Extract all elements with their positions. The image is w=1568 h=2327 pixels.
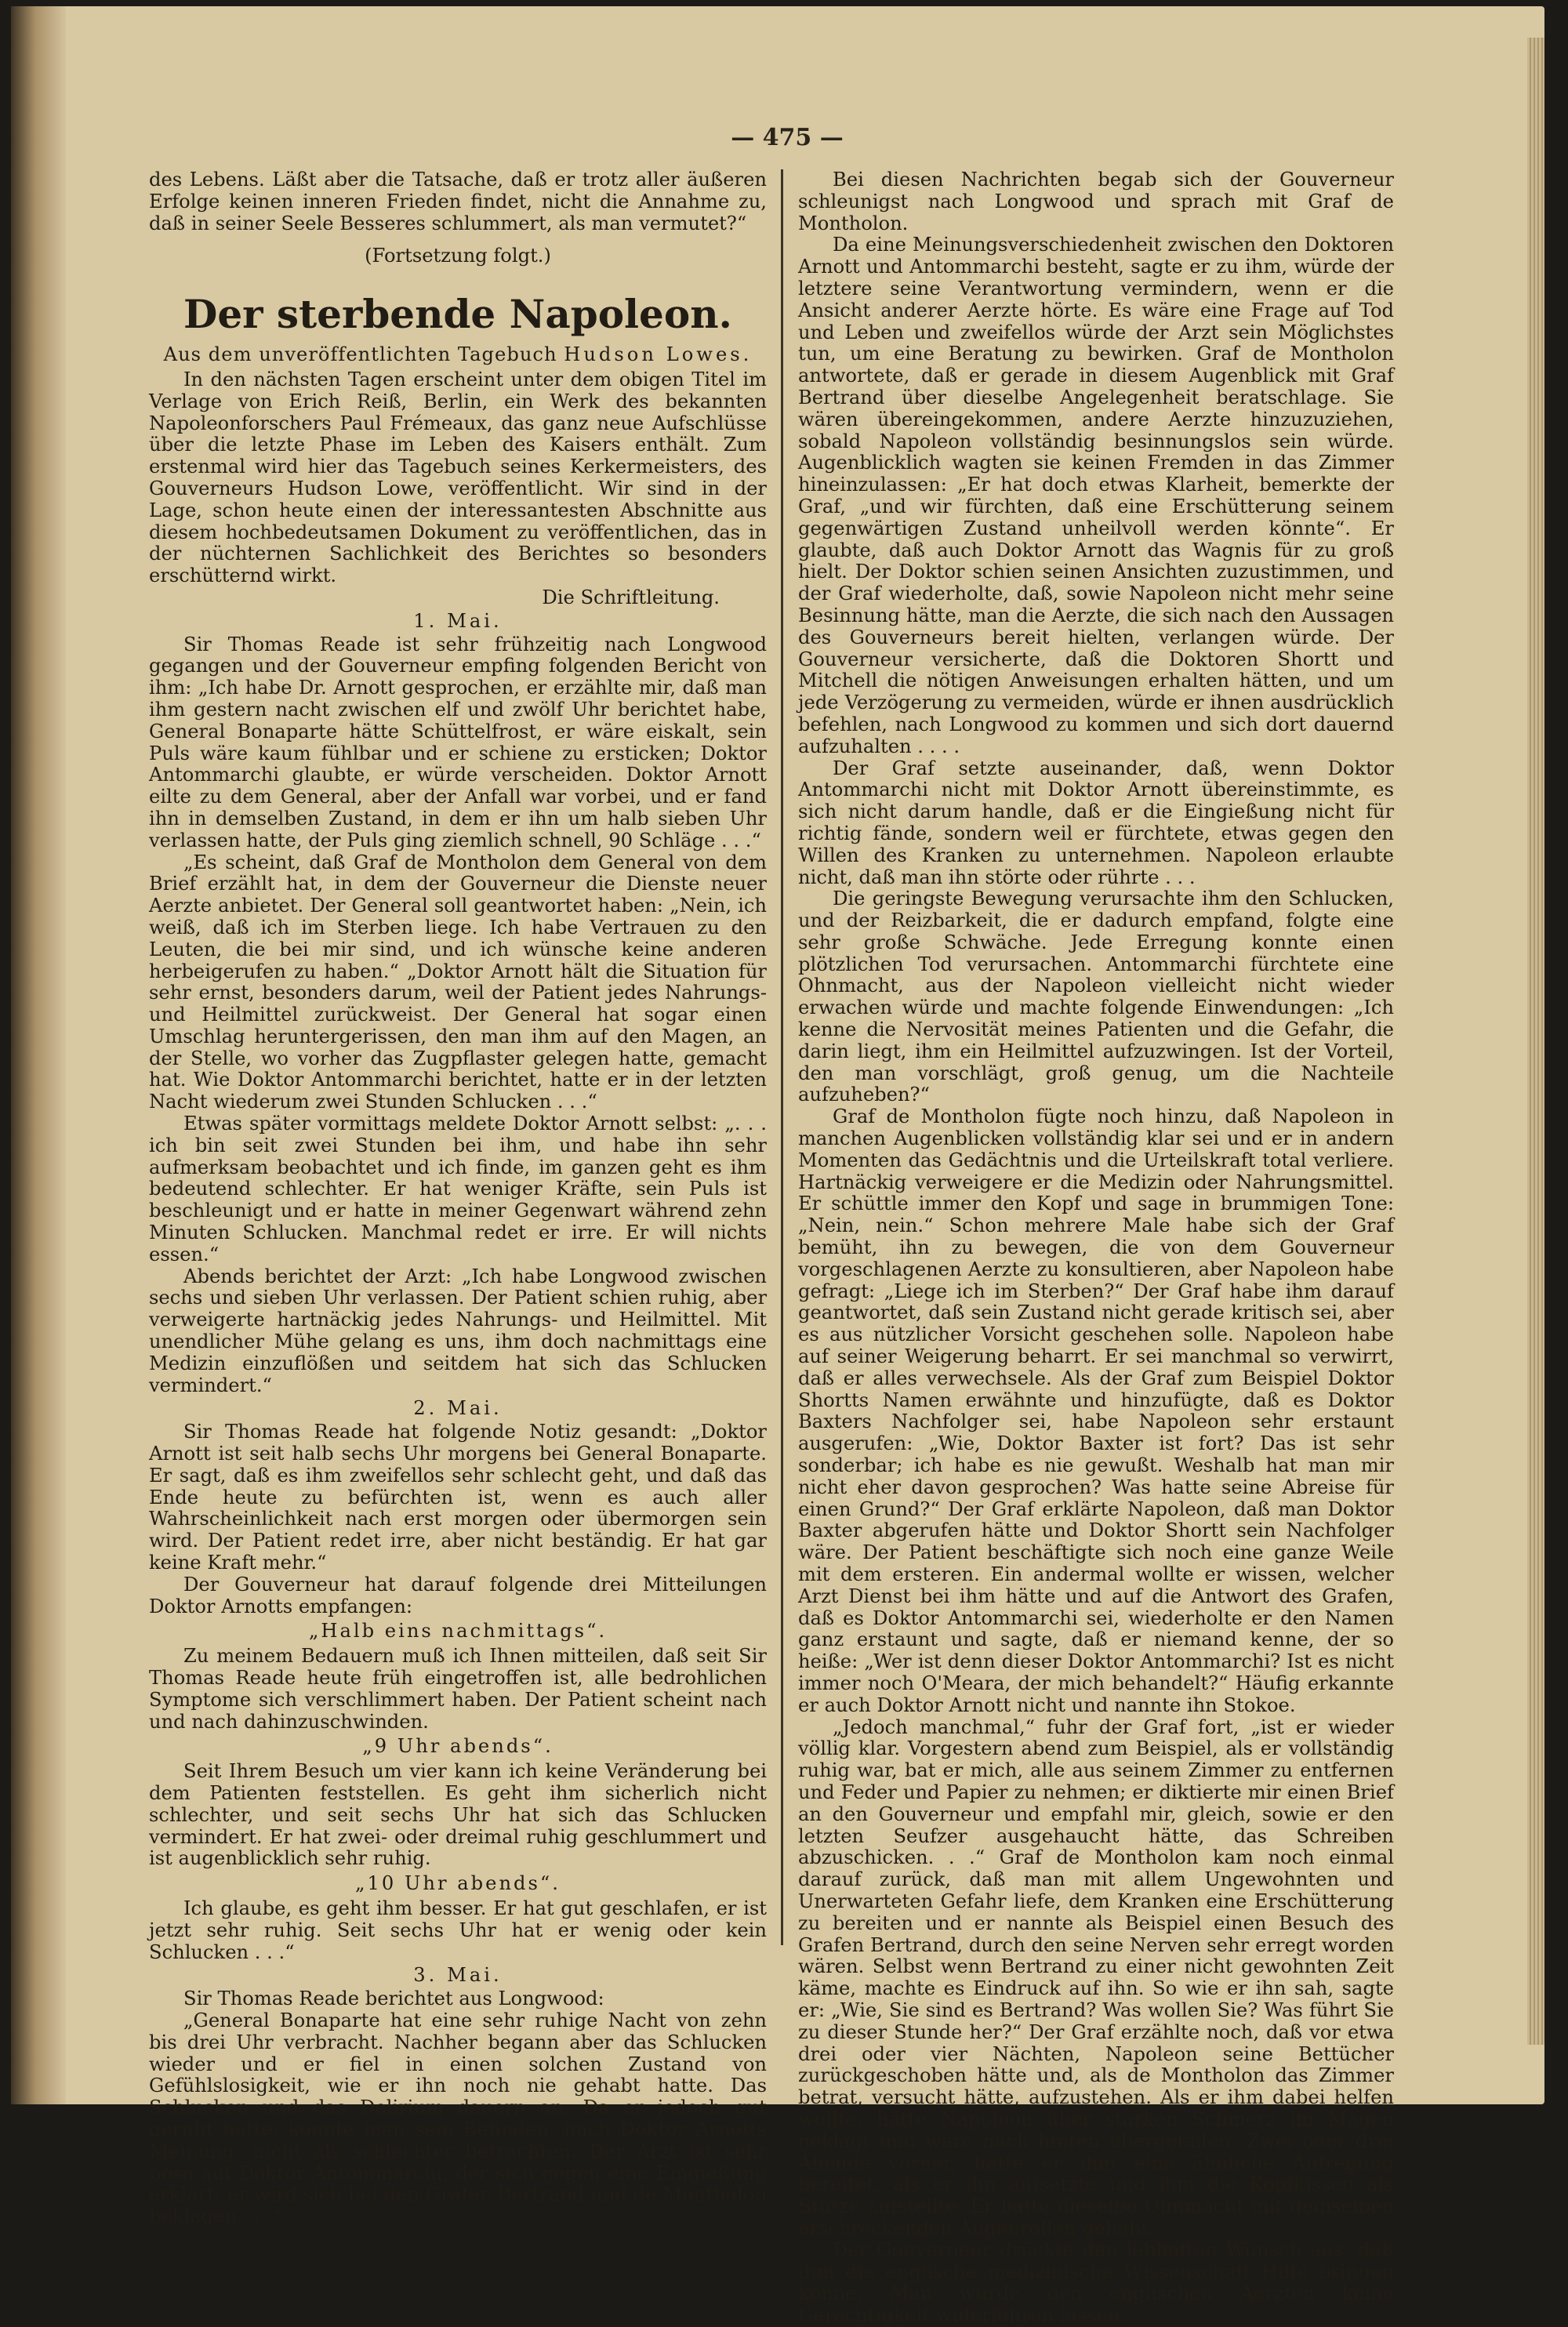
paragraph: Graf de Montholon fügte noch hinzu, daß Napoleon in manchen Augenblicken vollständig klar sei und er in andern Momenten das Gedächtnis und die Urteilskraft total verliere. Hartnäckig verweigere er die Medizin oder Nahrungsmittel. Er schüttle immer den Kopf und sage in brummigen Tone: „Nein, nein.“ Schon mehrere Male habe sich der Graf bemüht, ihn zu bewegen, die von dem Gouverneur vorgeschlagenen Aerzte zu konsultieren, aber Napoleon habe gefragt: „Liege ich im Sterben?“ Der Graf habe ihm darauf geantwortet, daß sein Zustand nicht gerade kritisch sei, aber es aus nützlicher Vorsicht geschehen solle. Napoleon habe auf seiner Weigerung beharrt. Er sei manchmal so verwirrt, daß er alles verwechsele. Als der Graf zum Beispiel Doktor Shortts Namen erwähnte und hinzufügte, daß es Doktor Baxters Nachfolger sei, habe Napoleon sehr erstaunt ausgerufen: „Wie, Doktor Baxter ist fort? Das ist sehr sonderbar; ich habe es nie gewußt. Weshalb hat man mir nicht eher davon gesprochen? Was hatte seine Abreise für einen Grund?“ Der Graf erklärte Napoleon, daß man Doktor Baxter abgerufen hätte und Doktor Shortt sein Nachfolger wäre. Der Patient beschäftigte sich noch eine ganze Weile mit dem ersteren. Ein andermal wollte er wissen, welcher Arzt Dienst bei ihm hätte und auf die Antwort des Grafen, daß es Doktor Antommarchi sei, wiederholte er den Namen ganz erstaunt und sagte, daß er niemand kenne, der so heiße: „Wer ist denn dieser Doktor Antommarchi? Ist es nicht immer noch O'Meara, der mich behandelt?“ Häufig erkannte er auch Doktor Arnott nicht und nannte ihn Stokoe. — [798, 1105, 1394, 1716]
intro-paragraph: In den nächsten Tagen erscheint unter dem obigen Titel im Verlage von Erich Reiß, Berlin, ein Werk des bekannten Napoleonforschers Paul Frémeaux, das ganz neue Aufschlüsse über die letzte Phase im Leben des Kaisers enthält. Zum erstenmal wird hier das Tagebuch seines Kerkermeisters, des Gouverneurs Hudson Lowe, veröffentlicht. Wir sind in der Lage, schon heute einen der interessantesten Abschnitte aus diesem hochbedeutsamen Dokument zu veröffentlichen, das in der nüchternen Sachlichkeit des Berichtes so besonders erschütternd wirkt. — [149, 368, 767, 587]
left-column — [149, 169, 767, 2228]
section-heading-3: 3. Mai. — [413, 1964, 503, 1987]
paragraph: „General Bonaparte hat eine sehr ruhige Nacht von zehn bis drei Uhr verbracht. Nachher begann aber das Schlucken wieder und er fiel in einen solchen Zustand von Gefühlslosigkeit, wie er ihn noch nie gehabt hatte. Das Schlucken und das Delirium dauern an. Da er jedoch gut geruht hatte, konnte man sein Befinden, nach Doktor Arnotts Meinung, nicht als schlechter betrachten. Der Arzt ist sehr böse auf Doktor Antommarchi, der sich gegen eine Eingießung erklärt: er wird sich bei den Grafen Bertrand und de Montholon beklagen . . .“ — [149, 2009, 767, 2228]
paragraph: Der Gouverneur drückte den lebhaften Wunsch aus, daß ihm die englische medizinische Wissenschaft Hilfe bringen könne. Man würde den englischen Aerzten keine Gerechtigkeit widerfahren lassen, — [798, 2238, 1394, 2327]
paragraph: Sir Thomas Reade berichtet aus Longwood: — [183, 1988, 604, 2010]
paragraph: Sir Thomas Reade ist sehr frühzeitig nach Longwood gegangen und der Gouverneur empfing folgenden Bericht von ihm: „Ich habe Dr. Arnott gesprochen, er erzählte mir, daß man ihm gestern nacht zwischen elf und zwölf Uhr berichtet habe, General Bonaparte hätte Schüttelfrost, er wäre eiskalt, sein Puls wäre kaum fühlbar und er schiene zu ersticken; Doktor Antommarchi glaubte, er würde verscheiden. Doktor Arnott eilte zu dem General, aber der Anfall war vorbei, und er fand ihn in demselben Zustand, in dem er ihn um halb sieben Uhr verlassen hatte, der Puls ging ziemlich schnell, 90 Schläge . . .“ — [149, 633, 767, 851]
section-heading-2: 2. Mai. — [413, 1397, 503, 1420]
paragraph: Da eine Meinungsverschiedenheit zwischen den Doktoren Arnott und Antommarchi besteht, sagte er zu ihm, würde der letztere seine Verantwortung vermindern, wenn er die Ansicht anderer Aerzte hörte. Es wäre eine Frage auf Tod und Leben und zweifellos würde der Arzt sein Möglichstes tun, um eine Beratung zu bewirken. Graf de Montholon antwortete, daß er gerade in diesem Augenblick mit Graf Bertrand über dieselbe Angelegenheit beratschlage. Sie wären übereingekommen, andere Aerzte hinzuzuziehen, sobald Napoleon vollständig besinnungslos sein würde. Augenblicklich wagten sie keinen Fremden in das Zimmer hineinzulassen: „Er hat doch etwas Klarheit, bemerkte der Graf, „und wir fürchten, daß eine Erschütterung seinem gegenwärtigen Zustand unheilvoll werden könnte“. Er glaubte, daß auch Doktor Arnott das Wagnis für zu groß hielt. Der Doktor schien seinen Ansichten zuzustimmen, und der Graf wiederholte, daß, sowie Napoleon nicht mehr seine Besinnung hätte, man die Aerzte, die sich nach den Aussagen des Gouverneurs bereit hielten, verlangen würde. Der Gouverneur versicherte, daß die Doktoren Shortt und Mitchell die nötigen Anweisungen erhalten hätten, und um jede Verzögerung zu vermeiden, würde er ihnen ausdrücklich befehlen, nach Longwood zu kommen und sich dort dauernd aufzuhalten . . . . — [798, 234, 1394, 757]
continuation-note: (Fortsetzung folgt.) — [365, 245, 551, 267]
article-headline: Der sterbende Napoleon. — [183, 291, 732, 338]
paragraph: „Es scheint, daß Graf de Montholon dem General von dem Brief erzählt hat, in dem der Gouverneur die Dienste neuer Aerzte anbietet. Der General soll geantwortet haben: „Nein, ich weiß, daß ich im Sterben liege. Ich habe Vertrauen zu den Leuten, die bei mir sind, und ich wünsche keine anderen herbeigerufen zu haben.“ „Doktor Arnott hält die Situation für sehr ernst, besonders darum, weil der Patient jedes Nahrungs- und Heilmittel zurückweist. Der General hat sogar einen Umschlag heruntergerissen, den man ihm auf den Magen, an der Stelle, wo vorher das Zugpflaster gelegen hatte, gemacht hat. Wie Doktor Antommarchi berichtet, hatte er in der letzten Nacht wiederum zwei Stunden Schlucken . . .“ — [149, 851, 767, 1113]
book-spine — [11, 6, 66, 2104]
article-subheadline — [149, 344, 767, 366]
column-divider — [781, 169, 783, 1945]
paragraph: Ich glaube, es geht ihm besser. Er hat gut geschlafen, er ist jetzt sehr ruhig. Seit sechs Uhr hat er wenig oder kein Schlucken . . .“ — [149, 1897, 767, 1963]
paragraph: Zu meinem Bedauern muß ich Ihnen mitteilen, daß seit Sir Thomas Reade heute früh eingetroffen ist, alle bedrohlichen Symptome sich verschlimmert haben. Der Patient scheint nach und nach dahinzuschwinden. — [149, 1645, 767, 1733]
paragraph: Etwas später vormittags meldete Doktor Arnott selbst: „. . . ich bin seit zwei Stunden bei ihm, und habe ihn sehr aufmerksam beobachtet und ich finde, im ganzen geht es ihm bedeutend schlechter. Er hat weniger Kräfte, sein Puls ist beschleunigt und er hatte in meiner Gegenwart während zehn Minuten Schlucken. Manchmal redet er irre. Er will nichts essen.“ — [149, 1113, 767, 1265]
section-heading-1: 1. Mai. — [413, 609, 503, 632]
continuation-paragraph: des Lebens. Läßt aber die Tatsache, daß er trotz aller äußeren Erfolge keinen inneren Frieden findet, nicht die Annahme zu, daß in seiner Seele Besseres schlummert, als man vermutet?“ — [149, 169, 767, 234]
paragraph: „Jedoch manchmal,“ fuhr der Graf fort, „ist er wieder völlig klar. Vorgestern abend zum Beispiel, als er vollständig ruhig war, bat er mich, alle aus seinem Zimmer zu entfernen und Feder und Papier zu nehmen; er diktierte mir einen Brief an den Gouverneur und empfahl mir, gleich, sowie er den letzten Seufzer ausgehaucht hätte, das Schreiben abzuschicken. . .“ Graf de Montholon kam noch einmal darauf zurück, daß man mit allem Ungewohnten und Unerwarteten Gefahr liefe, dem Kranken eine Erschütterung zu bereiten und er nannte als Beispiel einen Besuch des Grafen Bertrand, durch den seine Nerven sehr erregt worden wären. Selbst wenn Bertrand zu einer nicht gewohnten Zeit käme, machte es Eindruck auf ihn. So wie er ihn sah, sagte er: „Wie, Sie sind es Bertrand? Was wollen Sie? Was führt Sie zu dieser Stunde her?“ Der Graf erzählte noch, daß vor etwa drei oder vier Nächten, Napoleon seine Bettücher zurückgeschoben hätte und, als de Montholon das Zimmer betrat, versucht hätte, aufzustehen. Als er ihm dabei helfen wollte, hätte Napoleon über starken Schmerz im Magen geklagt und wäre nach hinten übergefallen. Zwei oder drei Abende vorher, hatte er ihm eine ähnliche Aufregung bereitet, als er ihn aufsetzte und ihm die Kopfkissen als Stütze aufstellte. Er hatte dieselbe Ohnmacht mit demselben erschreckenden Augenrollen gehabt. — [798, 1715, 1394, 2239]
paragraph: Der Gouverneur hat darauf folgende drei Mitteilungen Doktor Arnotts empfangen: — [149, 1573, 767, 1617]
paragraph: Abends berichtet der Arzt: „Ich habe Longwood zwischen sechs und sieben Uhr verlassen. Der Patient schien ruhig, aber verweigerte hartnäckig jedes Nahrungs- und Heilmittel. Mit unendlicher Mühe gelang es uns, ihm doch nachmittags eine Medizin einzuflößen und seitdem hat sich das Schlucken vermindert.“ — [149, 1265, 767, 1396]
time-heading: „10 Uhr abends“. — [355, 1872, 561, 1895]
paragraph: Seit Ihrem Besuch um vier kann ich keine Veränderung bei dem Patienten feststellen. Es geht ihm sicherlich nicht schlechter, und seit sechs Uhr hat sich das Schlucken vermindert. Er hat zwei- oder dreimal ruhig geschlummert und ist augenblicklich sehr ruhig. — [149, 1760, 767, 1870]
time-heading: „9 Uhr abends“. — [362, 1735, 554, 1758]
paragraph: Bei diesen Nachrichten begab sich der Gouverneur schleunigst nach Longwood und sprach mit Graf de Montholon. — [798, 169, 1394, 234]
page-number: — 475 — — [731, 124, 844, 151]
intro-signature: Die Schriftleitung. — [542, 586, 720, 608]
paragraph: Sir Thomas Reade hat folgende Notiz gesandt: „Doktor Arnott ist seit halb sechs Uhr morgens bei General Bonaparte. Er sagt, daß es ihm zweifellos sehr schlecht geht, und daß das Ende heute zu befürchten ist, wenn es auch aller Wahrscheinlichkeit nach erst morgen oder übermorgen sein wird. Der Patient redet irre, aber nicht beständig. Er hat gar keine Kraft mehr.“ — [149, 1421, 767, 1574]
subheadline-prefix: Aus dem unveröffentlichten Tagebuch — [163, 343, 557, 366]
time-heading: „Halb eins nachmittags“. — [308, 1620, 608, 1643]
subheadline-name: Hudson Lowes. — [564, 343, 753, 366]
page-edges — [1527, 38, 1544, 2045]
right-column — [798, 169, 1394, 2327]
paragraph: Der Graf setzte auseinander, daß, wenn Doktor Antommarchi nicht mit Doktor Arnott übereinstimmte, es sich nicht darum handle, daß er die Eingießung nicht für richtig fände, sondern weil er fürchtete, etwas gegen den Willen des Kranken zu unternehmen. Napoleon erlaubte nicht, daß man ihn störte oder rührte . . . — [798, 757, 1394, 888]
book-page — [11, 6, 1544, 2327]
paragraph: Die geringste Bewegung verursachte ihm den Schlucken, und der Reizbarkeit, die er dadurch empfand, folgte eine sehr große Schwäche. Jede Erregung konnte einen plötzlichen Tod verursachen. Antommarchi fürchtete eine Ohnmacht, aus der Napoleon vielleicht nicht wieder erwachen würde und machte folgende Einwendungen: „Ich kenne die Nervosität meines Patienten und die Gefahr, die darin liegt, ihm ein Heilmittel aufzuzwingen. Ist der Vorteil, den man vorschlägt, groß genug, um die Nachteile aufzuheben?“ — [798, 888, 1394, 1106]
